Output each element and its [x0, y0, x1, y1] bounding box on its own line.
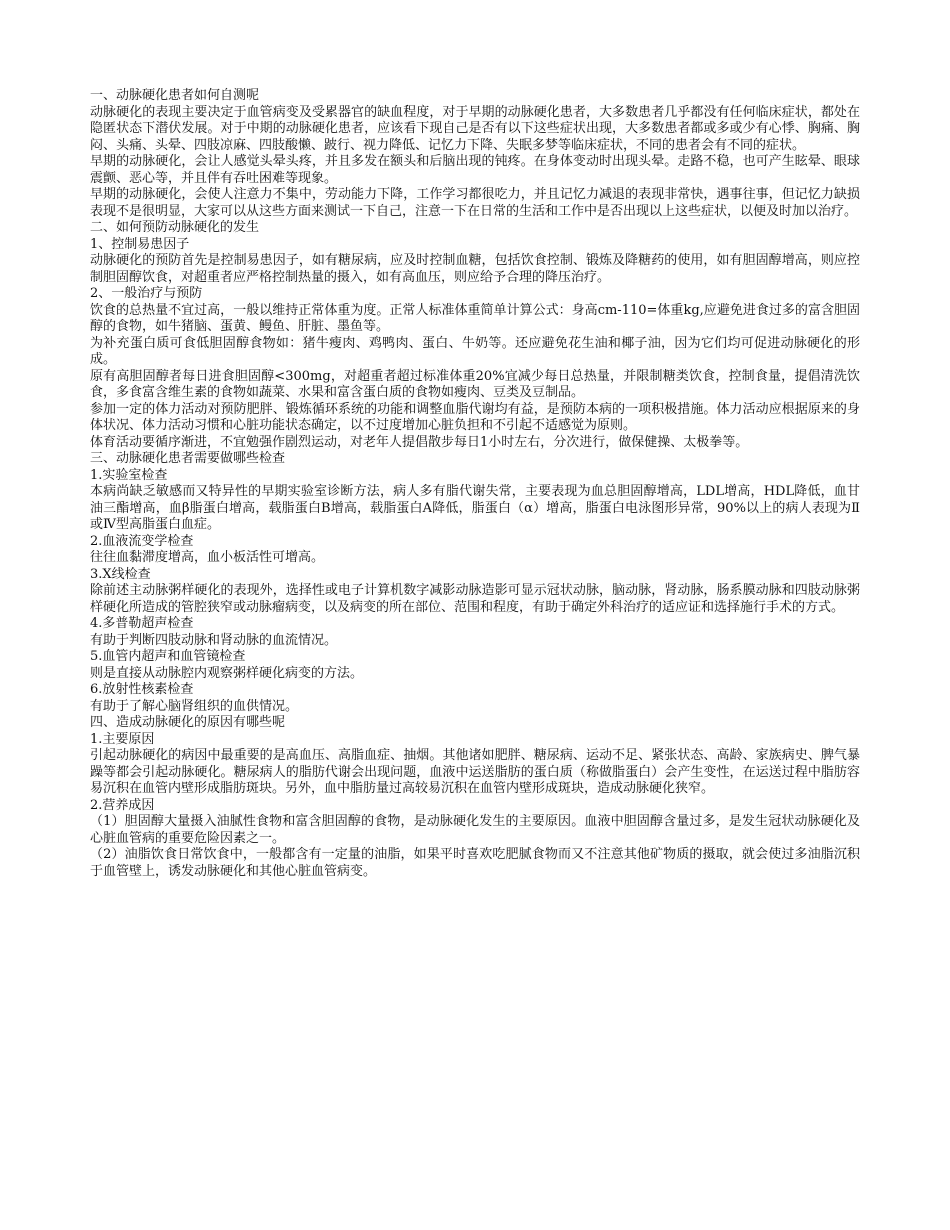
section-heading-2: 二、如何预防动脉硬化的发生 — [90, 220, 260, 235]
subheading: 5.血管内超声和血管镜检查 — [90, 649, 246, 664]
paragraph: 体育活动要循序渐进，不宜勉强作剧烈运动，对老年人提倡散步每日1小时左右，分次进行，做保健操、太极拳等。 — [90, 434, 749, 450]
subheading: 4.多普勒超声检查 — [90, 616, 194, 631]
subheading: 1、控制易患因子 — [90, 236, 190, 252]
paragraph: 往往血黏滞度增高，血小板活性可增高。 — [90, 550, 325, 565]
paragraph: （1）胆固醇大量摄入油腻性食物和富含胆固醇的食物，是动脉硬化发生的主要原因。血液中胆固醇含量过多，是发生冠状动脉硬化及心脏血管病的重要危险因素之一。 — [90, 814, 860, 846]
paragraph: 有助于判断四肢动脉和肾动脉的血流情况。 — [90, 632, 338, 648]
section-heading-3: 三、动脉硬化患者需要做哪些检查 — [90, 451, 286, 466]
section-heading-1: 一、动脉硬化患者如何自测呢 — [90, 88, 260, 103]
paragraph: 引起动脉硬化的病因中最重要的是高血压、高脂血症、抽烟。其他诸如肥胖、糖尿病、运动不足、紧张状态、高龄、家族病史、脾气暴躁等都会引起动脉硬化。糖尿病人的脂肪代谢会出现问题，血液中运送脂肪的蛋白质（称做脂蛋白）会产生变性，在运送过程中脂肪容易沉积在血管内壁形成脂肪斑块。另外，血中脂肪量过高较易沉积在血管内壁形成斑块，造成动脉硬化狭窄。 — [90, 748, 860, 796]
paragraph: 早期的动脉硬化，会让人感觉头晕头疼，并且多发在额头和后脑出现的钝疼。在身体变动时出现头晕。走路不稳，也可产生眩晕、眼球震颤、恶心等，并且伴有吞吐困难等现象。 — [90, 154, 860, 186]
paragraph: 参加一定的体力活动对预防肥胖、锻炼循环系统的功能和调整血脂代谢均有益，是预防本病的一项积极措施。体力活动应根据原来的身体状况、体力活动习惯和心脏功能状态确定，以不过度增加心脏负担和不引起不适感觉为原则。 — [90, 401, 860, 433]
subheading: 2.血液流变学检查 — [90, 533, 194, 549]
subheading: 1.主要原因 — [90, 731, 155, 747]
paragraph: 动脉硬化的表现主要决定于血管病变及受累器官的缺血程度，对于早期的动脉硬化患者，大多数患者几乎都没有任何临床症状，都处在隐匿状态下潜伏发展。对于中期的动脉硬化患者，应该看下现自己是否有以下这些症状出现，大多数患者都或多或少有心悸、胸痛、胸闷、头痛、头晕、四肢凉麻、四肢酸懒、跛行、视力降低、记忆力下降、失眠多梦等临床症状，不同的患者会有不同的症状。 — [90, 104, 860, 153]
paragraph: （2）油脂饮食日常饮食中，一般都含有一定量的油脂，如果平时喜欢吃肥腻食物而又不注意其他矿物质的摄取，就会使过多油脂沉积于血管壁上，诱发动脉硬化和其他心脏血管病变。 — [90, 847, 860, 879]
paragraph: 动脉硬化的预防首先是控制易患因子，如有糖尿病，应及时控制血糖，包括饮食控制、锻炼及降糖药的使用，如有胆固醇增高，则应控制胆固醇饮食，对超重者应严格控制热量的摄入，如有高血压，则应给予合理的降压治疗。 — [90, 253, 860, 285]
paragraph: 除前述主动脉粥样硬化的表现外，选择性或电子计算机数字减影动脉造影可显示冠状动脉，脑动脉，肾动脉，肠系膜动脉和四肢动脉粥样硬化所造成的管腔狭窄或动脉瘤病变，以及病变的所在部位、范围和程度，有助于确定外科治疗的适应证和选择施行手术的方式。 — [90, 583, 860, 615]
subheading: 3.X线检查 — [90, 566, 151, 582]
paragraph: 饮食的总热量不宜过高，一般以维持正常体重为度。正常人标准体重简单计算公式：身高cm-110=体重kg,应避免进食过多的富含胆固醇的食物，如牛猪脑、蛋黄、鳗鱼、肝脏、墨鱼等。 — [90, 302, 860, 334]
paragraph: 为补充蛋白质可食低胆固醇食物如：猪牛瘦肉、鸡鸭肉、蛋白、牛奶等。还应避免花生油和椰子油，因为它们均可促进动脉硬化的形成。 — [90, 335, 860, 367]
document-body — [90, 88, 860, 880]
paragraph: 早期的动脉硬化，会使人注意力不集中，劳动能力下降，工作学习都很吃力，并且记忆力减退的表现非常快，遇事往事，但记忆力缺损表现不是很明显，大家可以从这些方面来测试一下自己，注意一下在日常的生活和工作中是否出现以上这些症状，以便及时加以治疗。 — [90, 187, 860, 219]
paragraph: 则是直接从动脉腔内观察粥样硬化病变的方法。 — [90, 665, 364, 681]
section-heading-4: 四、造成动脉硬化的原因有哪些呢 — [90, 715, 286, 730]
subheading: 1.实验室检查 — [90, 467, 168, 483]
paragraph: 有助于了解心脑肾组织的血供情况。 — [90, 698, 299, 714]
subheading: 2.营养成因 — [90, 797, 155, 813]
paragraph: 本病尚缺乏敏感而又特异性的早期实验室诊断方法，病人多有脂代谢失常，主要表现为血总胆固醇增高，LDL增高，HDL降低，血甘油三酯增高，血β脂蛋白增高，载脂蛋白B增高，载脂蛋白A降低，脂蛋白（α）增高，脂蛋白电泳图形异常，90%以上的病人表现为Ⅱ或Ⅳ型高脂蛋白血症。 — [90, 484, 860, 532]
paragraph: 原有高胆固醇者每日进食胆固醇<300mg，对超重者超过标准体重20%宜减少每日总热量，并限制糖类饮食，控制食量，提倡清洗饮食，多食富含维生素的食物如蔬菜、水果和富含蛋白质的食物如瘦肉、豆类及豆制品。 — [90, 368, 860, 400]
subheading: 2、一般治疗与预防 — [90, 286, 203, 301]
subheading: 6.放射性核素检查 — [90, 682, 194, 697]
